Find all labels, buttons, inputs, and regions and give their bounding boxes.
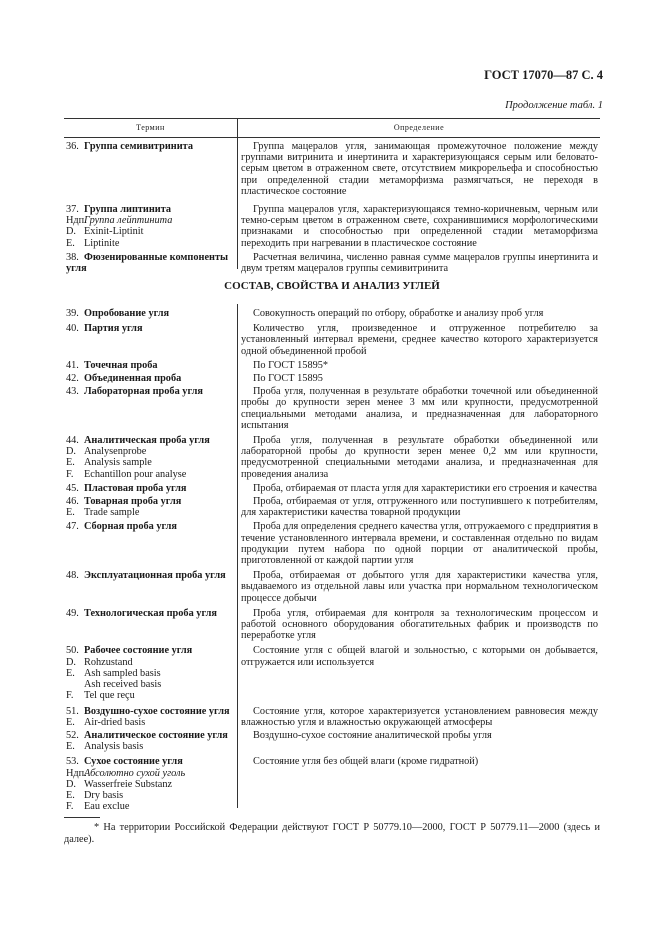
term-heading [66,373,233,384]
term-name: Технологическая проба угля [84,607,217,619]
term-number: 41. [66,359,79,371]
synonym-prefix: D. [66,446,77,458]
synonym-text: Analysis sample [84,457,152,469]
definition-text: Проба, отбираемая от пласта угля для характеристики его строения и качества [253,482,598,494]
table-row [66,706,598,728]
term-synonym [66,469,233,480]
entries-upper [66,141,598,274]
definition-cell [233,386,598,431]
synonym-prefix: E. [66,716,75,728]
synonym-prefix: F. [66,690,74,702]
term-cell [66,373,233,384]
term-synonym [66,507,233,518]
term-name: Товарная проба угля [84,496,182,508]
column-header-term: Термин [136,123,165,132]
term-synonym [66,779,233,790]
term-cell [66,706,233,728]
term-synonym [66,768,233,779]
synonym-text: Rohzustand [84,656,133,668]
definition-cell [233,496,598,518]
definition-text: По ГОСТ 15895* [253,359,329,371]
table-row [66,608,598,642]
definition-cell [233,756,598,812]
synonym-prefix: E. [66,507,75,519]
definition-cell [233,570,598,604]
term-name: Фюзенированные компоненты угля [66,251,229,275]
header-divider [237,118,238,137]
table-row [66,204,598,249]
term-cell [66,645,233,701]
term-synonym [66,790,233,801]
term-synonym [66,801,233,812]
term-number: 49. [66,607,79,619]
term-name: Аналитическая проба угля [84,435,210,447]
synonym-prefix: Ндп. [66,215,87,227]
term-heading [66,386,233,397]
definition-text: Проба, отбираемая от добытого угля для характеристики качества угля, выдаваемого из отдельной лавы или участка при нормальном технологическом процессе добычи [241,570,598,604]
page-header-code: ГОСТ 17070—87 С. 4 [484,68,603,82]
definition-cell [233,360,598,371]
term-number: 50. [66,645,79,657]
synonym-text: Tel que reçu [84,690,135,702]
term-number: 39. [66,308,79,319]
table-row [66,496,598,518]
synonym-prefix: F. [66,468,74,480]
term-cell [66,496,233,518]
synonym-text: Ash received basis [84,679,162,691]
table-row [66,386,598,431]
table-row [66,252,598,274]
term-name: Рабочее состояние угля [84,645,193,657]
term-name: Эксплуатационная проба угля [84,570,226,582]
term-cell [66,730,233,752]
term-number: 52. [66,729,79,741]
definition-text: Группа мацералов угля, занимающая промежуточное положение между группами витринита и инертинита и характеризующаяся серым или беловато-серым цветом в отраженном свете, отсутствием микрорельефа и способностью при определенной стадии метаморфизма размягчаться, не переходя в пластическое состояние [241,141,598,197]
table-row [66,521,598,566]
term-name: Аналитическое состояние угля [84,729,228,741]
synonym-text: Analysis basis [84,741,144,753]
term-synonym [66,238,233,249]
term-number: 43. [66,386,79,398]
entries-lower [66,308,598,812]
table-row [66,756,598,812]
term-synonym [66,215,233,226]
term-heading [66,521,233,532]
definition-text: Группа мацералов угля, характеризующаяся темно-коричневым, черным или темно-серым цветом в отраженном свете, сохранившимися морфологическими признаками и способностью при определенной стадии метаморфизма переходить при нагревании в пластическое состояние [241,204,598,249]
definition-text: Состояние угля с общей влагой и зольностью, с которыми он добывается, отгружается или используется [241,645,598,668]
definition-cell [233,373,598,384]
term-synonym [66,457,233,468]
synonym-prefix: F. [66,801,74,813]
definition-text: Проба угля, полученная в результате обработки точечной или объединенной пробы до крупности зерен менее 3 мм или крупности, предусмотренной специальными методами анализа, и предназначенная для лабораторного испытания [241,386,598,431]
term-number: 36. [66,141,79,152]
table-continuation-label: Продолжение табл. 1 [505,100,603,111]
definition-cell [233,483,598,494]
synonym-text: Wasserfreie Substanz [84,778,173,790]
definition-text: Состояние угля, которое характеризуется установлением равновесия между влажностью угля и влажностью окружающей атмосферы [241,705,598,728]
term-heading [66,706,233,717]
definition-text: По ГОСТ 15895 [253,373,323,385]
synonym-prefix: E. [66,789,75,801]
synonym-text: Ash sampled basis [84,667,161,679]
term-number: 42. [66,373,79,385]
synonym-text: Exinit-Liptinit [84,226,144,238]
term-cell [66,204,233,249]
synonym-prefix: E. [66,741,75,753]
term-synonym [66,226,233,237]
column-header-definition: Определение [393,123,445,132]
synonym-prefix: D. [66,778,77,790]
term-number: 38. [66,251,79,263]
synonym-prefix: Ндп. [66,767,87,779]
synonym-text: Абсолютно сухой уголь [84,767,186,779]
term-heading [66,483,233,494]
definition-cell [233,204,598,249]
term-synonym [66,679,233,690]
term-heading [66,204,233,215]
footnote: * На территории Российской Федерации действуют ГОСТ Р 50779.10—2000, ГОСТ Р 50779.11—2000 (здесь и далее). [64,822,600,845]
term-heading [66,730,233,741]
table-row [66,645,598,701]
table-row [66,730,598,752]
term-number: 51. [66,705,79,717]
term-cell [66,252,233,274]
term-name: Объединенная проба [84,373,182,385]
definition-text: Проба для определения среднего качества угля, отгружаемого с предприятия в течение установленного интервала времени, и составленная отдельно по видам продукции путем набора по одной порции от аналитической пробы, приготовленной от каждой партии угля [241,521,598,567]
term-name: Точечная проба [84,359,158,371]
term-synonym [66,690,233,701]
synonym-text: Группа лейптинита [84,215,173,227]
definition-cell [233,521,598,566]
definition-cell [233,645,598,701]
term-number: 47. [66,521,79,533]
term-heading [66,608,233,619]
synonym-text: Eau exclue [84,801,130,813]
table-row [66,308,598,319]
term-number: 45. [66,482,79,494]
term-cell [66,323,233,357]
term-cell [66,308,233,319]
definition-cell [233,435,598,480]
synonym-text: Air-dried basis [84,716,146,728]
term-number: 37. [66,204,79,216]
table-row [66,141,598,197]
term-number: 53. [66,756,79,768]
term-cell [66,483,233,494]
definition-text: Проба угля, отбираемая для контроля за технологическим процессом и работой основного оборудования обогатительных фабрик и производств по переработке угля [241,607,598,642]
term-cell [66,386,233,431]
term-heading [66,756,233,767]
table-header-rule [64,137,600,138]
term-name: Группа липтинита [84,204,172,216]
definition-cell [233,706,598,728]
term-synonym [66,668,233,679]
term-heading [66,645,233,656]
term-name: Сборная проба угля [84,521,178,533]
term-heading [66,496,233,507]
synonym-prefix: E. [66,457,75,469]
synonym-text: Trade sample [84,507,140,519]
definition-cell [233,608,598,642]
table-row [66,435,598,480]
definition-text: Проба угля, полученная в результате обработки объединенной или лабораторной пробы до крупности зерен менее 0,2 мм или крупности, предусмотренной специальными методами анализа, и предназначенная для проведения анализа [241,435,598,480]
term-number: 44. [66,435,79,447]
definition-text: Количество угля, произведенное и отгруженное потребителю за установленный интервал времени, среднее качество которого характеризуется одной объединенной пробой [241,323,598,357]
term-number: 40. [66,323,79,335]
term-cell [66,608,233,642]
synonym-prefix: D. [66,656,77,668]
table-row [66,360,598,371]
definition-text: Проба, отбираемая от угля, отгруженного или поступившего к потребителям, для характеристики качества товарной продукции [241,496,598,519]
definition-cell [233,308,598,319]
term-cell [66,360,233,371]
term-name: Пластовая проба угля [84,482,187,494]
term-cell [66,521,233,566]
term-synonym [66,741,233,752]
synonym-text: Dry basis [84,789,124,801]
synonym-prefix: E. [66,667,75,679]
term-cell [66,570,233,604]
term-name: Сухое состояние угля [84,756,183,768]
term-number: 48. [66,570,79,582]
term-synonym [66,446,233,457]
section-title: СОСТАВ, СВОЙСТВА И АНАЛИЗ УГЛЕЙ [224,280,440,292]
synonym-prefix: E. [66,237,75,249]
table-row [66,323,598,357]
footnote-rule [64,817,100,818]
term-heading [66,570,233,581]
definition-cell [233,252,598,274]
term-heading [66,308,233,319]
term-name: Группа семивитринита [84,141,193,152]
term-heading [66,252,233,274]
definition-cell [233,730,598,752]
term-number: 46. [66,496,79,508]
table-top-rule [64,118,600,119]
term-name: Лабораторная проба угля [84,386,203,398]
term-name: Опробование угля [84,308,170,319]
term-name: Воздушно-сухое состояние угля [84,705,230,717]
term-heading [66,141,233,152]
term-heading [66,323,233,334]
term-synonym [66,657,233,668]
synonym-prefix: D. [66,226,77,238]
table-row [66,373,598,384]
term-cell [66,435,233,480]
definition-text: Расчетная величина, численно равная сумме мацералов группы инертинита и двум третям мацералов группы семивитринита [241,251,598,275]
synonym-text: Liptinite [84,237,120,249]
table-row [66,483,598,494]
term-heading [66,360,233,371]
term-cell [66,756,233,812]
table-row [66,570,598,604]
term-name: Партия угля [84,323,143,335]
term-heading [66,435,233,446]
definition-text: Состояние угля без общей влаги (кроме гидратной) [253,756,479,768]
term-synonym [66,717,233,728]
definition-text: Совокупность операций по отбору, обработке и анализу проб угля [253,308,544,319]
term-cell [66,141,233,197]
definition-text: Воздушно-сухое состояние аналитической пробы угля [253,729,492,741]
definition-cell [233,323,598,357]
definition-cell [233,141,598,197]
synonym-text: Analysenprobe [84,446,147,458]
synonym-text: Echantillon pour analyse [84,468,187,480]
